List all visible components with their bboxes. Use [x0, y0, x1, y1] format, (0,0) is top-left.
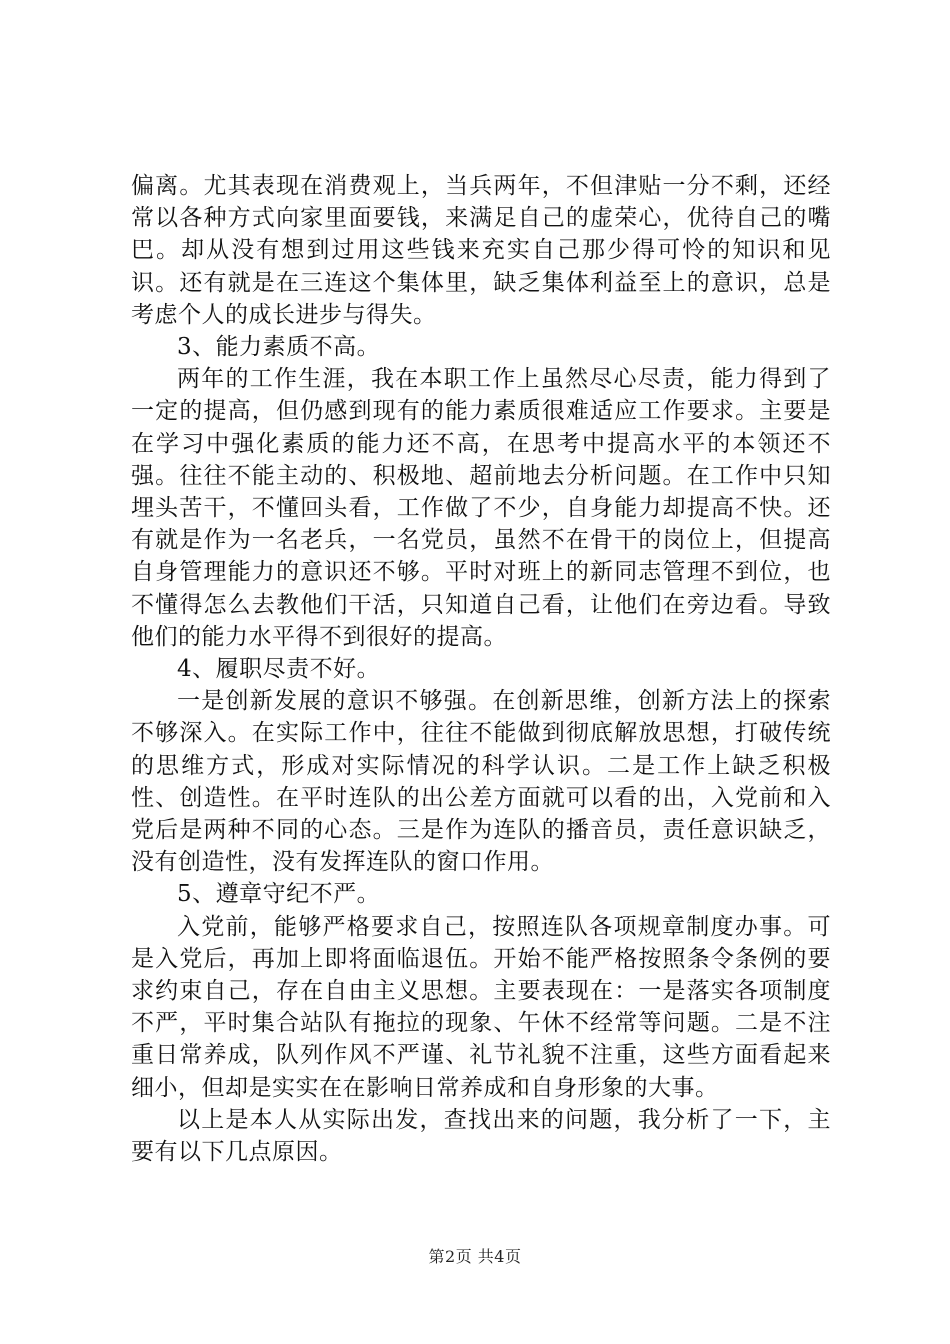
paragraph-consumption: 偏离。尤其表现在消费观上，当兵两年，不但津贴一分不剩，还经常以各种方式向家里面要钱，来满足自己的虚荣心，优待自己的嘴巴。却从没有想到过用这些钱来充实自己那少得可怜的知识和见识。还有就是在三连这个集体里，缺乏集体利益至上的意识，总是考虑个人的成长进步与得失。	[131, 173, 831, 328]
heading-duty: 4、履职尽责不好。	[177, 656, 381, 683]
paragraph-conclusion: 以上是本人从实际出发，查找出来的问题，我分析了一下，主要有以下几点原因。	[131, 1106, 831, 1166]
paragraph-ability: 两年的工作生涯，我在本职工作上虽然尽心尽责，能力得到了一定的提高，但仍感到现有的能力素质很难适应工作要求。主要是在学习中强化素质的能力还不高，在思考中提高水平的本领还不强。往往不能主动的、积极地、超前地去分析问题。在工作中只知埋头苦干，不懂回头看，工作做了不少，自身能力却提高不快。还有就是作为一名老兵，一名党员，虽然不在骨干的岗位上，但提高自身管理能力的意识还不够。平时对班上的新同志管理不到位，也不懂得怎么去教他们干活，只知道自己看，让他们在旁边看。导致他们的能力水平得不到很好的提高。	[131, 366, 831, 650]
heading-discipline: 5、遵章守纪不严。	[177, 881, 381, 908]
page-number-footer: 第2页 共4页	[428, 1247, 522, 1266]
paragraph-duty: 一是创新发展的意识不够强。在创新思维，创新方法上的探索不够深入。在实际工作中，往往不能做到彻底解放思想，打破传统的思维方式，形成对实际情况的科学认识。二是工作上缺乏积极性、创造性。在平时连队的出公差方面就可以看的出，入党前和入党后是两种不同的心态。三是作为连队的播音员，责任意识缺乏，没有创造性，没有发挥连队的窗口作用。	[131, 688, 831, 876]
document-body	[131, 170, 831, 1168]
heading-ability: 3、能力素质不高。	[177, 334, 381, 361]
paragraph-discipline: 入党前，能够严格要求自己，按照连队各项规章制度办事。可是入党后，再加上即将面临退伍。开始不能严格按照条令条例的要求约束自己，存在自由主义思想。主要表现在：一是落实各项制度不严，平时集合站队有拖拉的现象、午休不经常等问题。二是不注重日常养成，队列作风不严谨、礼节礼貌不注重，这些方面看起来细小，但却是实实在在影响日常养成和自身形象的大事。	[131, 913, 831, 1101]
